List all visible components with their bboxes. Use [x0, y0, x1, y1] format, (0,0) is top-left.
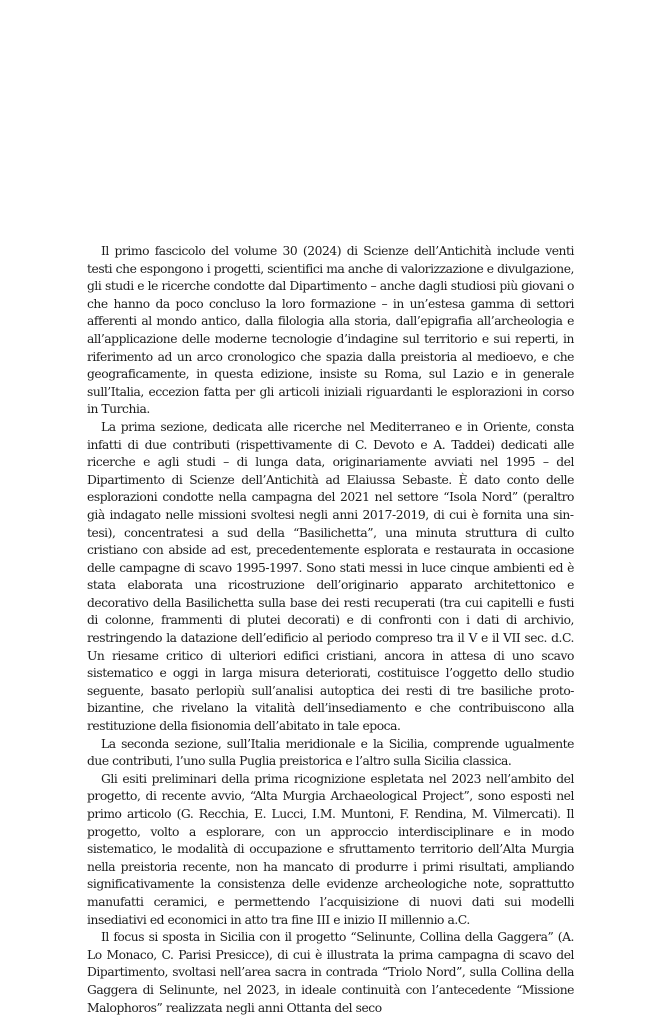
- paragraph-first-section: La prima sezione, dedicata alle ricerche nel Mediterraneo e in Oriente, consta infatti di due contributi (rispettivamente di C. Devoto e A. Taddei) dedicati alle ricerche e agli studi – di lunga data, originariamente avviati nel 1995 – del Dipartimento di Scienze dell’Antichità ad Elaiussa Sebaste. È dato conto delle esplorazioni condotte nella campagna del 2021 nel settore “Isola Nord” (peraltro già indagato nelle missioni svoltesi negli anni 2017-2019, di cui è fornita una sintesi), concentratesi a sud della “Basilichetta”, una minuta struttura di culto cristiano con abside ad est, precedentemente esplorata e restaurata in occasione delle campagne di scavo 1995-1997. Sono stati messi in luce cinque ambienti ed è stata elaborata una ricostruzione dell’originario apparato architettonico e decorativo della Basilichetta sulla base dei resti recuperati (tra cui capitelli e fusti di colonne, frammenti di plutei decorati) e di confronti con i dati di archivio, restringendo la datazione dell’edificio al periodo compreso tra il V e il VII sec. d.C. Un riesame critico di ulteriori edifici cristiani, ancora in attesa di uno scavo sistematico e oggi in larga misura deteriorati, costituisce l’oggetto dello studio seguente, basato perlopiù sull’analisi autoptica dei resti di tre basiliche proto-bizantine, che rivelano la vitalità dell’insediamento e che contribuiscono alla restituzione della fisionomia dell’abitato in tale epoca.: [87, 419, 574, 734]
- paragraph-second-section: La seconda sezione, sull’Italia meridionale e la Sicilia, comprende ugualmente due contributi, l’uno sulla Puglia preistorica e l’altro sulla Sicilia classica.: [87, 736, 574, 769]
- paragraph-alta-murgia: Gli esiti preliminari della prima ricognizione espletata nel 2023 nell’ambito del progetto, di recente avvio, “Alta Murgia Archaeological Project”, sono esposti nel primo articolo (G. Recchia, E. Lucci, I.M. Muntoni, F. Rendina, M. Vilmercati). Il progetto, volto a esplorare, con un approccio interdisciplinare e in modo sistematico, le modalità di occupazione e sfruttamento territorio dell’Alta Murgia nella preistoria recente, non ha mancato di produrre i primi risultati, ampliando significativamente la consistenza delle evidenze archeologiche note, soprattutto manufatti ceramici, e permettendo l’acquisizione di nuovi dati sui modelli insediativi ed economici in atto tra fine III e inizio II millennio a.C.: [87, 771, 574, 927]
- paragraph-selinunte: Il focus si sposta in Sicilia con il progetto “Selinunte, Collina della Gaggera” (A. Lo Monaco, C. Parisi Presicce), di cui è illustrata la prima campagna di scavo del Dipartimento, svoltasi nell’area sacra in contrada “Triolo Nord”, sulla Collina della Gaggera di Selinunte, nel 2023, in ideale continuità con l’antecedente “Missione Malophoros” realizzata negli anni Ottanta del seco: [87, 930, 574, 1015]
- paragraph-intro: Il primo fascicolo del volume 30 (2024) di Scienze dell’Antichità include venti testi che espongono i progetti, scientifici ma anche di valorizzazione e divulgazione, gli studi e le ricerche condotte dal Dipartimento – anche dagli studiosi più giovani o che hanno da poco concluso la loro formazione – in un’estesa gamma di settori afferenti al mondo antico, dalla filologia alla storia, dall’epigrafia all’archeologia e all’applicazione delle moderne tecnologie d’indagine sul territorio e sui reperti, in riferimento ad un arco cronologico che spazia dalla preistoria al medioevo, e che geograficamente, in questa edizione, insiste su Roma, sul Lazio e in generale sull’Italia, eccezion fatta per gli articoli iniziali riguardanti le esplorazioni in corso in Turchia.: [87, 244, 574, 417]
- page-text: [87, 243, 574, 1017]
